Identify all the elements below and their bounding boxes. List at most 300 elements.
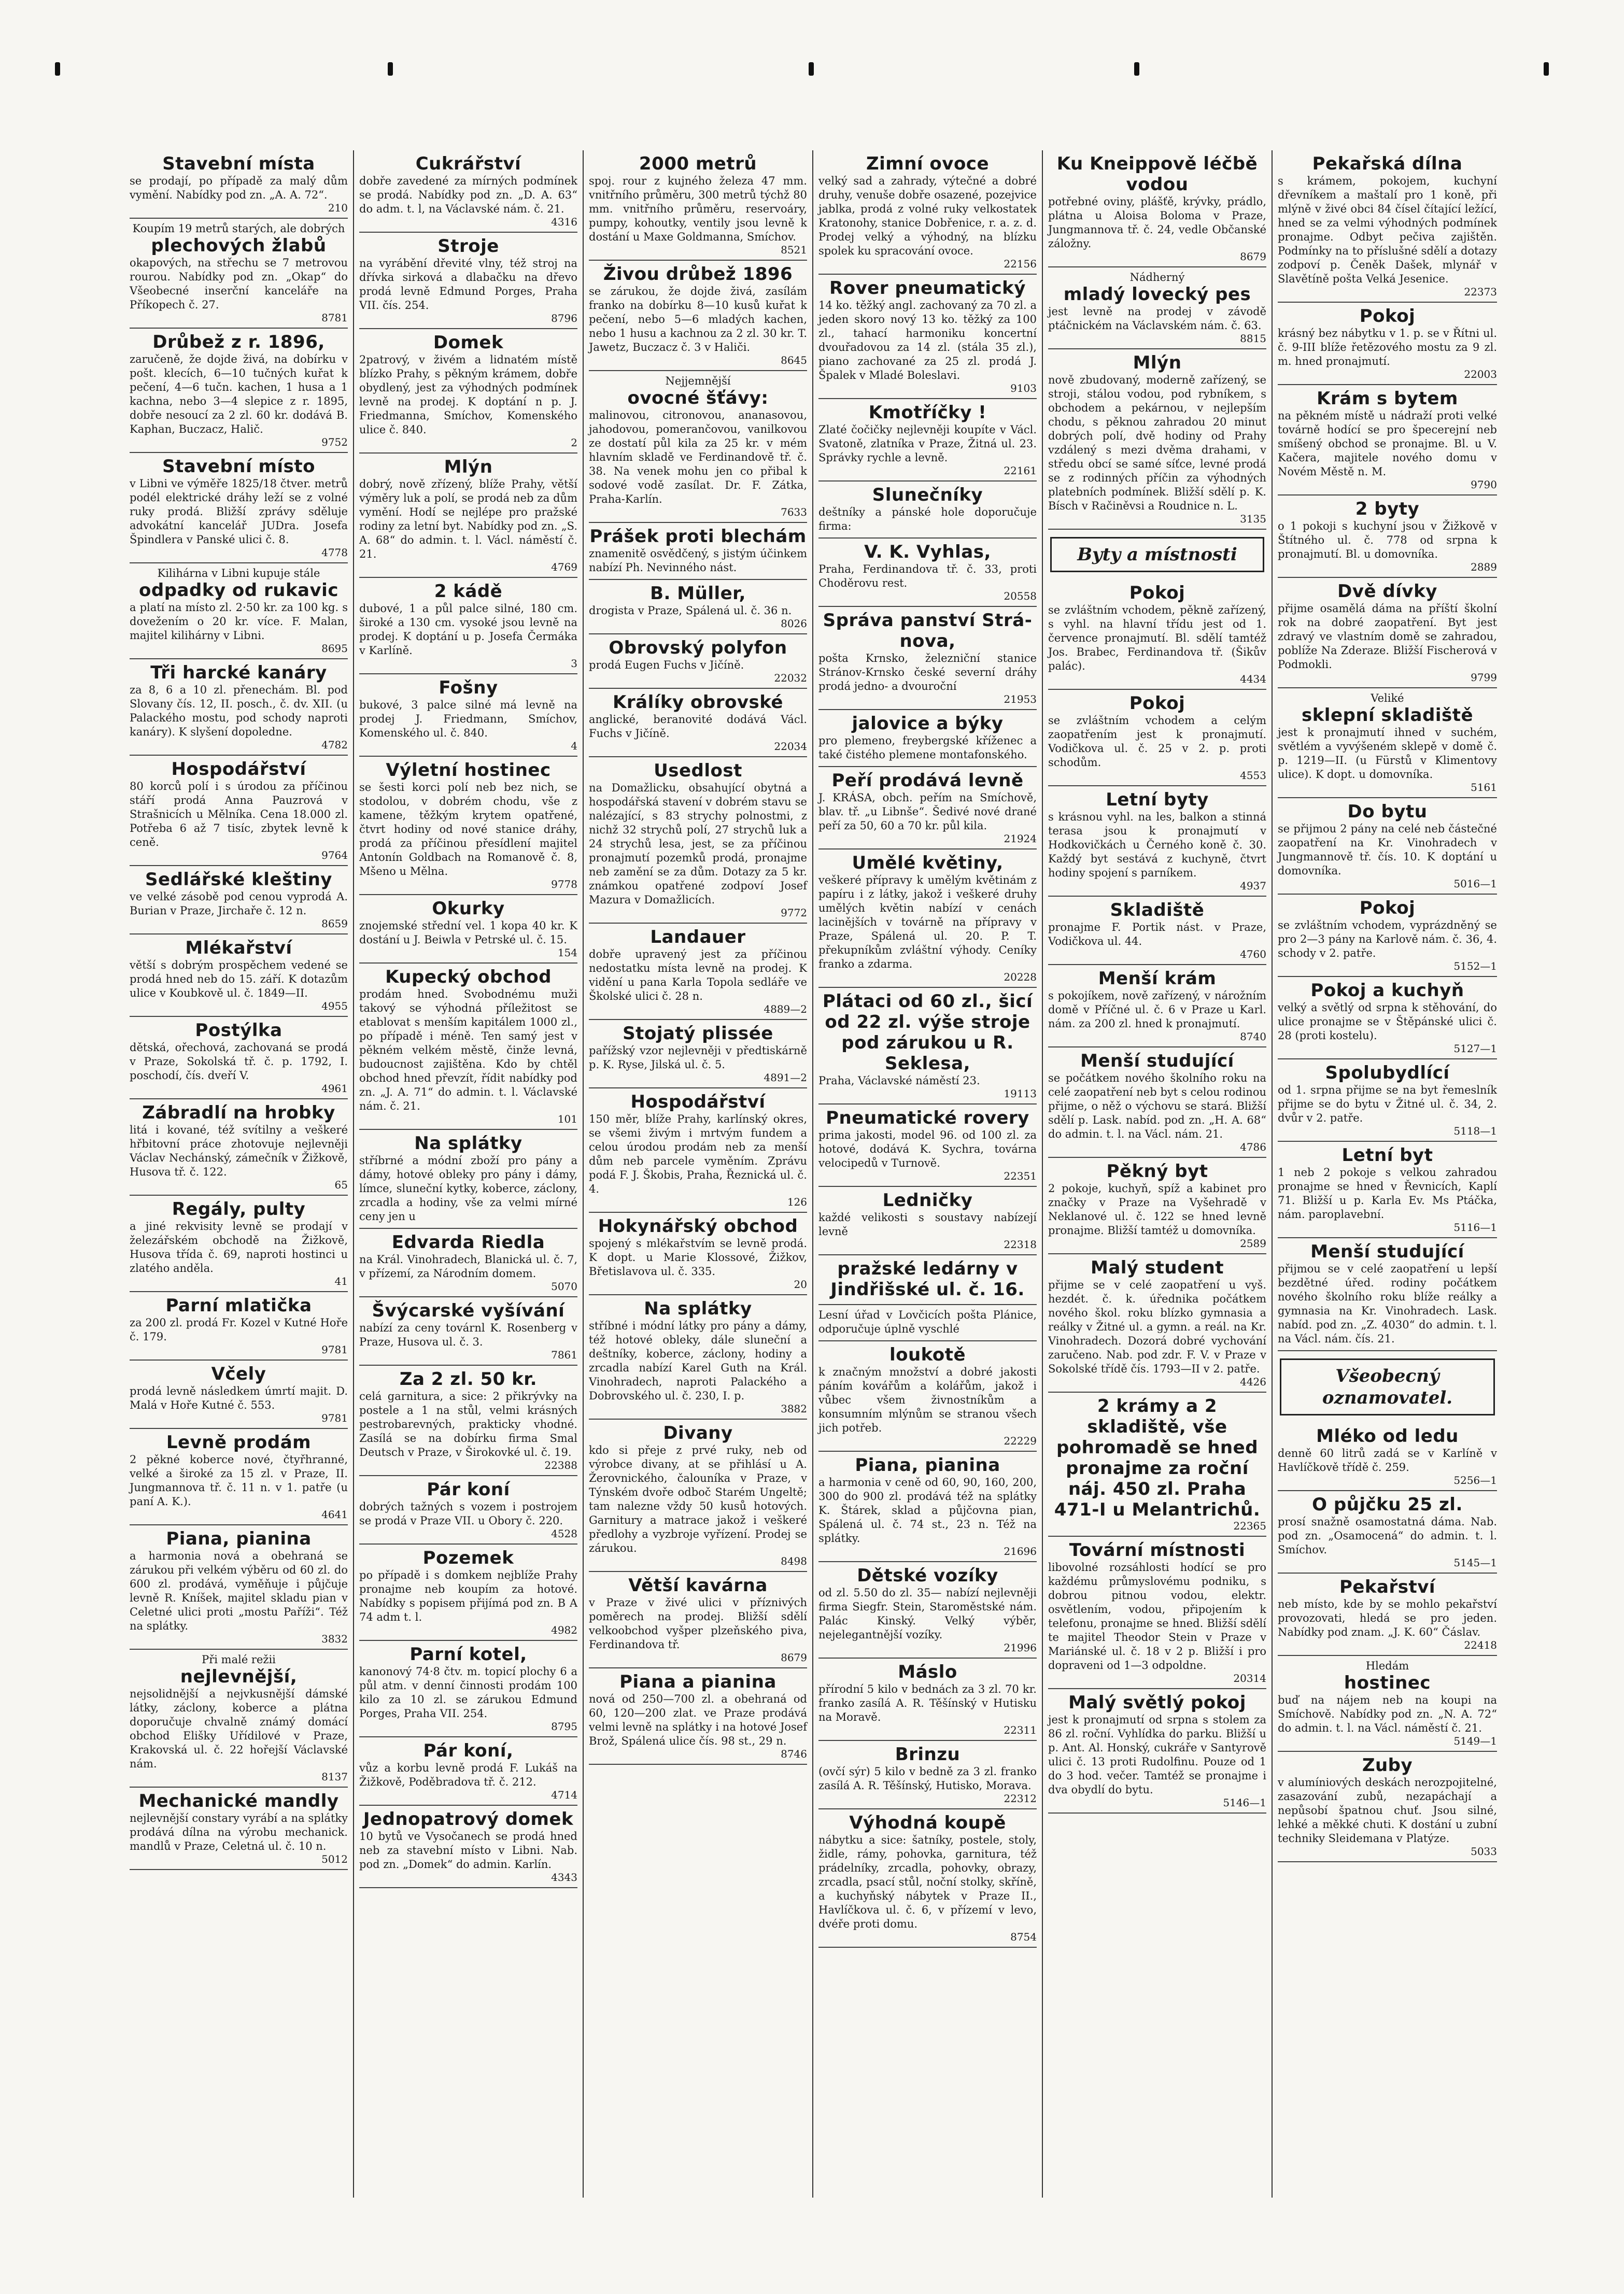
classified-ad bbox=[1278, 1574, 1497, 1656]
ad-headline: Na splátky bbox=[644, 1298, 752, 1319]
classified-ad bbox=[589, 634, 807, 689]
ad-text: a platí na místo zl. 2·50 kr. za 100 kg. s dovežením o 20 kr. více. F. Malan, majitel kilihárny v Libni. bbox=[130, 601, 348, 642]
classified-ad bbox=[359, 1545, 577, 1641]
classified-ad bbox=[589, 1020, 807, 1088]
classified-ad bbox=[589, 1668, 807, 1765]
ad-preline: Nádherný bbox=[1129, 271, 1185, 284]
ad-text: vůz a korbu levně prodá F. Lukáš na Žižkově, Poděbradova tř. č. 212. bbox=[359, 1762, 577, 1788]
classified-ad bbox=[818, 1562, 1037, 1659]
classified-ad bbox=[818, 1341, 1037, 1452]
classified-ad bbox=[818, 1809, 1037, 1948]
ad-text: neb místo, kde by se mohlo pekařství provozovati, hledá se pro jeden. Nabídky pod znam. „J. K. 60“ Čáslav. bbox=[1278, 1598, 1497, 1638]
classified-ad bbox=[130, 1429, 348, 1525]
ad-text: celá garnitura, a sice: 2 přikrývky na postele a 1 na stůl, velmi krásných pestrobarevných, prakticky vhodné. Zasílá se na dobírku firma Smal Deutsch v Praze, v Širokovké ul. č. 19. bbox=[359, 1390, 577, 1458]
ad-headline: Správa panství Strá-nova, bbox=[823, 610, 1033, 652]
ad-text: prodám hned. Svobodnému muži takový se výhodná příležitost se etablovat s menším kapitálem 1000 zl., po případě i méně. Ten samý jest v pěkném velkém městě, činže levná, budoucnost zajištěna. Kdo by chtěl obchod hned převzít, řídit nabídky pod zn. „J. A. 71“ do admin. t. l. Václavské nám. č. 21. bbox=[359, 988, 577, 1112]
ad-headline: Stavební místo bbox=[162, 456, 315, 477]
ad-preline: Při malé režii bbox=[202, 1653, 276, 1666]
classified-ad bbox=[130, 934, 348, 1017]
ad-number: 22318 bbox=[1004, 1238, 1037, 1251]
classified-ad bbox=[130, 1292, 348, 1361]
ad-number: 4528 bbox=[551, 1527, 577, 1540]
ad-text: dobře upravený jest za příčinou nedostatku místa levně na prodej. K vidění u pana Karla Topola sedláře ve Školské ulici č. 28 n. bbox=[589, 948, 807, 1002]
binding-mark bbox=[55, 62, 60, 76]
ad-text: stříbné i módní látky pro pány a dámy, též hotové obleky, dále sluneční a deštníky, koberce, záclony, hodiny a zrcadla nabízí Karel Guth na Král. Vinohradech, naproti Palackého a Dobrovského ul. č. 230, I. p. bbox=[589, 1320, 807, 1402]
ad-headline: Stavební místa bbox=[162, 153, 315, 174]
ad-number: 22351 bbox=[1004, 1170, 1037, 1182]
ad-text: prima jakosti, model 96. od 100 zl. za hotové, dodává K. Sychra, továrna velocipedů v Turnově. bbox=[818, 1129, 1037, 1169]
ad-headline: Pokoj bbox=[1359, 898, 1416, 918]
ad-headline: 2 kádě bbox=[434, 581, 503, 602]
ad-headline: Malý student bbox=[1091, 1257, 1224, 1278]
ad-text: zaručeně, že dojde živá, na dobírku v pošt. klecích, 6—10 tučných kuřat k pečení, 4—6 tučn. kachen, 1 husa a 1 kachna, nebo 3—4 slepice z r. 1895, dobře nesoucí za 2 zl. 60 kr. dodává B. Kaphan, Buczacz, Halič. bbox=[130, 353, 348, 435]
ad-headline: Levně prodám bbox=[166, 1432, 312, 1453]
ad-headline: Pokoj bbox=[1359, 306, 1416, 327]
classified-ad bbox=[818, 539, 1037, 607]
ad-number: 9752 bbox=[321, 436, 348, 448]
ad-text: kanonový 74·8 čtv. m. topicí plochy 6 a půl atm. v denní činnosti prodám 100 kilo za 10 zl. se zárukou Edmund Porges, Praha VII. 254. bbox=[359, 1665, 577, 1720]
ad-text: anglické, beranovité dodává Václ. Fuchs v Jičíně. bbox=[589, 713, 807, 740]
ad-headline: O půjčku 25 zl. bbox=[1312, 1494, 1463, 1515]
classified-ad bbox=[818, 767, 1037, 849]
ad-number: 4889—2 bbox=[764, 1003, 807, 1015]
ad-text: přijme osamělá dáma na příští školní rok na dobré zaopatření. Byt jest zdravý ve vlastním domě se zahradou, poblíže Na Zderaze. Bližší Fischerová v Podmokli. bbox=[1278, 602, 1497, 671]
ad-number: 8754 bbox=[1010, 1931, 1037, 1943]
ad-text: libovolné rozsáhlosti hodící se pro každému průmyslovému podniku, s dobrou pitnou vodou, elektr. osvětlením, vodou, připojením k telefonu, pronajme se hned. Bližší sdělí te majitel Theodor Stein v Praze v Mariánské ul. č. 18 v 2 p. Bližší i pro dopraveni od 1—3 odpoldne. bbox=[1048, 1561, 1266, 1672]
ad-number: 3135 bbox=[1240, 513, 1266, 525]
ad-text: potřebné oviny, plášťě, krývky, prádlo, plátna u Aloisa Boloma v Praze, Jungmannova tř. č. 24, vedle Občanské záložny. bbox=[1048, 195, 1266, 250]
ad-headline: Zimní ovoce bbox=[866, 153, 990, 174]
classified-ad bbox=[1048, 690, 1266, 786]
ad-headline: Hospodářství bbox=[630, 1092, 766, 1112]
ad-text: 80 korců polí i s úrodou za příčinou stáří prodá Anna Pauzrová v Strašnicích u Mělníka. Cena 18.000 zl. Potřeba 6 až 7 tisíc, zbytek levně k ceně. bbox=[130, 780, 348, 848]
ad-text: jest k pronajmutí ihned v suchém, světlém a vyvýšeném sklepě v domě č. p. 1219—II. (u Fürstů v Klimentovy ulice). K dopt. u domovníka. bbox=[1278, 726, 1497, 781]
ad-number: 5033 bbox=[1471, 1845, 1497, 1858]
ad-text: na Král. Vinohradech, Blanická ul. č. 7, v přízemí, za Národním domem. bbox=[359, 1253, 577, 1280]
ad-headline: Pěkný byt bbox=[1106, 1161, 1208, 1182]
classified-ad bbox=[589, 689, 807, 757]
ad-text: s krásnou vyhl. na les, balkon a stinná terasa jsou k pronajmutí v Hodkovičkách u Černého koně č. 30. Každý byt sestává z kuchyně, čtvrt hodiny spojení s parníkem. bbox=[1048, 811, 1266, 879]
classified-ad bbox=[818, 849, 1037, 988]
ad-headline: Mechanické mandly bbox=[138, 1791, 339, 1811]
classified-ad bbox=[130, 219, 348, 329]
ad-text: na Domažlicku, obsahující obytná a hospodářská stavení v dobrém stavu se nalézající, s 83 strychy polnostmi, z nichž 32 strychů polí, 27 strychů luk a 24 strychů lesa, jest, se za příčinou pronajmutí pozemků prodá, pronajme neb zamění se za dům. Dotazy za 5 kr. známkou opatřené zodpoví Josef Mazura v Domažlicích. bbox=[589, 782, 807, 906]
ad-text: se zárukou, že dojde živá, zasílám franko na dobírku 8—10 kusů kuřat k pečení, nebo 5—6 mladých kachen, nebo 1 husu a kachnou za 2 zl. 30 kr. T. Jawetz, Buczacz č. 3 v Haliči. bbox=[589, 285, 807, 353]
classified-ad bbox=[1278, 150, 1497, 303]
classified-ad bbox=[1048, 897, 1266, 965]
ad-number: 22156 bbox=[1004, 258, 1037, 270]
ad-number: 3832 bbox=[321, 1633, 348, 1645]
ad-number: 101 bbox=[557, 1113, 577, 1125]
ad-text: se počátkem nového školního roku na celé zaopatření neb byt s celou rodinou přijme, o něž o výchovu se stará. Bližší sdělí p. Lask. nabíd. pod zn. „H. A. 68“ do admin. t. l. na Václ. nám. 21. bbox=[1048, 1072, 1266, 1140]
ad-number: 4778 bbox=[321, 546, 348, 559]
classified-ad bbox=[1048, 786, 1266, 897]
ad-number: 5149—1 bbox=[1453, 1735, 1497, 1747]
ad-headline: Piana, pianina bbox=[166, 1528, 312, 1549]
ad-text: se zvláštním vchodem a celým zaopatřením jest k pronajmutí. Vodičkova ul. č. 25 v 2. p. proti schodům. bbox=[1048, 714, 1266, 769]
ad-number: 4 bbox=[571, 740, 577, 752]
ad-number: 5145—1 bbox=[1453, 1556, 1497, 1569]
ad-text: J. KRÁSA, obch. peřím na Smíchově, blav. tř. „u Libnše“. Šedivé nové drané peří za 50, 60 a 70 kr. půl kila. bbox=[818, 791, 1037, 832]
classified-ad bbox=[130, 1361, 348, 1429]
classified-ad bbox=[589, 1213, 807, 1295]
ad-text: nabízí za ceny továrnl K. Rosenberg v Praze, Husova ul. č. 3. bbox=[359, 1322, 577, 1348]
column-6 bbox=[1273, 150, 1502, 2198]
classified-ad bbox=[359, 1366, 577, 1476]
ad-text: větší s dobrým prospěchem vedené se prodá hned neb do 15. září. K dotazům ulice v Koubkově ul. č. 1849—II. bbox=[130, 959, 348, 999]
ad-text: se prodají, po případě za malý dům vymění. Nabídky pod zn. „A. A. 72“. bbox=[130, 175, 348, 201]
ad-text: nábytku a sice: šatníky, postele, stoly, židle, rámy, pohovka, garnitura, též prádelníky, zrcadla, pohovky, obrazy, zrcadla, psací stůl, noční stolky, skříně, a kuchyňský nábytek v Praze II., Havlíčkova ul. č. 6, v přízemí v levo, dvéře proti domu. bbox=[818, 1834, 1037, 1930]
classified-ad bbox=[130, 866, 348, 934]
classified-ad bbox=[130, 150, 348, 219]
classified-ad bbox=[359, 1806, 577, 1888]
ad-headline: nejlevnější, bbox=[180, 1666, 298, 1687]
ad-preline: Kilihárna v Libni kupuje stále bbox=[157, 567, 320, 579]
ad-headline: Usedlost bbox=[654, 760, 742, 781]
classified-ad bbox=[818, 150, 1037, 275]
ad-headline: Mléko od ledu bbox=[1316, 1426, 1459, 1447]
ad-text: 1 neb 2 pokoje s velkou zahradou pronajme se hned v Řevnicích, Kaplí 71. Bližší u p. Karla Ev. Ms Ptáčka, nám. paroplavební. bbox=[1278, 1166, 1497, 1221]
ad-text: nejlevnější constary vyrábí a na splátky prodává dílna na výrobu mechanick. mandlů v Praze, Celetná ul. č. 10 n. bbox=[130, 1812, 348, 1852]
ad-number: 22032 bbox=[774, 672, 807, 684]
ad-number: 4786 bbox=[1240, 1141, 1266, 1153]
ad-number: 9764 bbox=[321, 849, 348, 861]
ad-number: 8521 bbox=[781, 244, 807, 256]
ad-text: jest levně na prodej v závodě ptáčnickém na Václavském nám. č. 63. bbox=[1048, 305, 1266, 332]
ad-number: 5127—1 bbox=[1453, 1042, 1497, 1055]
ad-number: 20 bbox=[794, 1278, 807, 1291]
ad-headline: Slunečníky bbox=[872, 485, 983, 505]
ad-text: deštníky a pánské hole doporučuje firma: bbox=[818, 506, 1037, 532]
ad-headline: Ku Kneippově léčbě vodou bbox=[1056, 153, 1258, 195]
ad-number: 22034 bbox=[774, 740, 807, 753]
ad-headline: 2 byty bbox=[1355, 499, 1420, 519]
classified-ad bbox=[130, 1650, 348, 1788]
ad-text: veškeré přípravy k umělým květinám z papíru i z látky, jakož i veškeré druhy umělých květin nabízí v cenách lacinějších v továrně na přípravy v Praze, Spálená ul. 20. P. T. překupníkům zvláštní výhody. Ceníky franko a zdarma. bbox=[818, 874, 1037, 970]
ad-text: okapových, na střechu se 7 metrovou rourou. Nabídky pod zn. „Okap“ do Všeobecné inserční kanceláře na Příkopech č. 27. bbox=[130, 257, 348, 311]
classified-ad bbox=[589, 1572, 807, 1668]
classified-ad bbox=[359, 895, 577, 964]
ad-text: kdo si přeje z prvé ruky, neb od výrobce divany, at se přihlásí u A. Žerovnického, čalouníka v Praze, v Týnském dvoře odboč Starém Ungeltě; tam nalezne vždy 50 kusů hotových. Garnitury a matrace jakož i veškeré předlohy a vyzbroje vyřízení. Prodej se zárukou. bbox=[589, 1444, 807, 1554]
ad-headline: Dětské vozíky bbox=[857, 1565, 998, 1586]
classified-columns bbox=[124, 150, 1503, 2198]
ad-text: 150 měr, blíže Prahy, karlínský okres, se všemi živým i mrtvým fundem a celou úrodou prodám neb za menší dům neb parcele vyměním. Zprávu podá F. J. Škobis, Praha, Řeznická ul. č. 4. bbox=[589, 1113, 807, 1195]
ad-text: přírodní 5 kilo v bednách za 3 zl. 70 kr. franko zasílá A. R. Těšínský v Hutisku na Moravě. bbox=[818, 1683, 1037, 1723]
ad-text: buď na nájem neb na koupi na Smíchově. Nabídky pod zn. „N. A. 72“ do admin. t. l. na Václ. náměstí č. 21. bbox=[1278, 1694, 1497, 1734]
ad-text: přijmou se v celé zaopatření u lepší bezdětné úřed. rodiny počátkem nového školního roku blíže reálky a gymnasia na Kr. Vinohradech. Lask. nabíd. pod zn. „Z. 4030“ do admin. t. l. na Václ. nám. čís. 21. bbox=[1278, 1263, 1497, 1345]
ad-preline: Veliké bbox=[1371, 692, 1404, 704]
classified-ad bbox=[589, 1295, 807, 1420]
ad-number: 21696 bbox=[1004, 1545, 1037, 1557]
ad-text: dětská, ořechová, zachovaná se prodá v Praze, Sokolská tř. č. p. 1792, I. poschodí, čís. dveří V. bbox=[130, 1041, 348, 1082]
ad-headline: Do bytu bbox=[1347, 801, 1428, 822]
ad-text: Praha, Ferdinandova tř. č. 33, proti Choděrovu rest. bbox=[818, 563, 1037, 589]
ad-number: 22003 bbox=[1464, 368, 1497, 380]
ad-number: 9778 bbox=[551, 878, 577, 890]
classified-ad bbox=[818, 1659, 1037, 1741]
ad-number: 4955 bbox=[321, 1000, 348, 1012]
ad-number: 41 bbox=[334, 1275, 348, 1287]
ad-headline: Landauer bbox=[650, 927, 746, 947]
ad-headline: Menší studující bbox=[1080, 1051, 1234, 1071]
classified-ad bbox=[589, 924, 807, 1020]
ad-text: drogista v Praze, Spálená ul. č. 36 n. bbox=[589, 604, 792, 617]
ad-headline: Malý světlý pokoj bbox=[1068, 1692, 1246, 1713]
ad-headline: Kupecký obchod bbox=[385, 967, 552, 987]
classified-ad bbox=[1278, 895, 1497, 977]
classified-ad bbox=[1048, 1047, 1266, 1158]
ad-number: 22373 bbox=[1464, 286, 1497, 298]
classified-ad bbox=[1048, 1537, 1266, 1689]
ad-number: 22311 bbox=[1004, 1724, 1037, 1736]
ad-headline: Okurky bbox=[432, 898, 505, 919]
ad-number: 154 bbox=[557, 946, 577, 959]
classified-ad bbox=[1048, 1254, 1266, 1393]
ad-number: 4891—2 bbox=[764, 1071, 807, 1084]
ad-text: 2 pokoje, kuchyň, spíž a kabinet pro značky v Praze na Vyšehradě v Neklanové ul. č. 122 se hned levně pronajme. Bližší tamtéž u domovníka. bbox=[1048, 1182, 1266, 1237]
ad-text: prodá levně následkem úmrtí majit. D. Malá v Hoře Kutné č. 553. bbox=[130, 1385, 348, 1411]
ad-number: 9790 bbox=[1471, 478, 1497, 491]
ad-text: stříbrné a módní zboží pro pány a dámy, hotové obleky pro pány i dámy, límce, sluneční kytky, koberce, záclony, zrcadla a hodiny, vše za velmi mírné ceny jen u bbox=[359, 1154, 577, 1223]
ad-number: 8645 bbox=[781, 354, 807, 366]
ad-headline: Dvě dívky bbox=[1337, 581, 1437, 602]
ad-text: malinovou, citronovou, ananasovou, jahodovou, pomerančovou, vanilkovou ze dostatí půl kila za 25 kr. v mém hlavním skladě ve Ferdinandově tř. č. 38. Na venek mohu jen co přibal k sodové vodě zasílat. Dr. F. Zátka, Praha-Karlín. bbox=[589, 409, 807, 505]
ad-headline: Brinzu bbox=[895, 1744, 961, 1765]
ad-text: k značným množství a dobré jakosti páním kovářům a kolářům, jakož i vůbec všem živnostníkům a konsumním mlýnům se stranou všech jich potřeb. bbox=[818, 1366, 1037, 1434]
classified-ad bbox=[818, 1741, 1037, 1809]
ad-text: Lesní úřad v Lovčicích pošta Plánice, odporučuje úplně vyschlé bbox=[818, 1309, 1037, 1335]
ad-headline: B. Müller, bbox=[650, 583, 746, 604]
ad-text: každé velikosti s soustavy nabízejí levně bbox=[818, 1211, 1037, 1238]
ad-headline: Plátaci od 60 zl., šicí od 22 zl. výše stroje pod zárukou u R. Seklesa, bbox=[822, 991, 1033, 1074]
ad-text: nejsolidnější a nejvkusnější dámské látky, záclony, koberce a plátna doporučuje chvalně známý domácí obchod Elišky Uřídilové v Praze, Krakovská ul. č. 22 hořejší Václavské nám. bbox=[130, 1688, 348, 1770]
ad-number: 9772 bbox=[781, 907, 807, 919]
classified-ad bbox=[359, 964, 577, 1130]
ad-text: za 200 zl. prodá Fr. Kozel v Kutné Hoře č. 179. bbox=[130, 1316, 348, 1343]
ad-text: (ovčí sýr) 5 kilo v bedně za 3 zl. franko zasílá A. R. Těšínský, Hutisko, Morava. bbox=[818, 1765, 1037, 1792]
ad-headline: Domek bbox=[433, 332, 504, 353]
ad-text: pařížský vzor nejlevněji v předtiskárně p. K. Ryse, Jilská ul. č. 5. bbox=[589, 1044, 807, 1071]
ad-number: 8796 bbox=[551, 312, 577, 324]
ad-headline: Krám s bytem bbox=[1317, 388, 1458, 409]
ad-number: 9781 bbox=[321, 1412, 348, 1424]
binding-mark bbox=[1544, 62, 1549, 76]
ad-number: 20314 bbox=[1233, 1672, 1266, 1684]
ad-headline: Výletní hostinec bbox=[386, 760, 551, 781]
ad-text: velký sad a zahrady, výtečné a dobré druhy, venuše dobře osazené, pozejvice jablka, prodá z volné ruky velkostatek Kratonohy, stanice Dobřenice, r. a. z. d. Prodej velký a výhodný, na blízku spolek ku spracování ovoce. bbox=[818, 175, 1037, 257]
ad-number: 8695 bbox=[321, 642, 348, 655]
ad-number: 7633 bbox=[781, 506, 807, 518]
ad-headline: ovocné šťávy: bbox=[627, 388, 769, 408]
ad-text: dobře zavedené za mírných podmínek se prodá. Nabídky pod zn. „D. A. 63“ do adm. t. l, na Václavské nám. č. 21. bbox=[359, 175, 577, 215]
ad-number: 8659 bbox=[321, 917, 348, 930]
classified-ad bbox=[359, 757, 577, 895]
ad-text: Zlaté čočičky nejlevněji koupíte v Václ. Svatoně, zlatníka v Praze, Žitná ul. 23. Správky rychle a levně. bbox=[818, 423, 1037, 464]
ad-text: pro plemeno, freybergské kříženec a také čistého plemene montafonského. bbox=[818, 734, 1037, 761]
classified-ad bbox=[130, 1196, 348, 1292]
ad-headline: jalovice a býky bbox=[852, 713, 1004, 734]
ad-headline: Tovární místnosti bbox=[1069, 1540, 1246, 1561]
classified-ad bbox=[818, 607, 1037, 710]
classified-ad bbox=[359, 454, 577, 578]
column-3 bbox=[584, 150, 813, 2198]
ad-number: 19113 bbox=[1004, 1087, 1037, 1100]
classified-ad bbox=[1048, 1158, 1266, 1254]
ad-headline: Postýlka bbox=[195, 1020, 283, 1041]
ad-number: 22161 bbox=[1004, 464, 1037, 477]
ad-number: 8815 bbox=[1240, 332, 1266, 345]
ad-number: 5256—1 bbox=[1453, 1474, 1497, 1486]
ad-text: dobrých tažných s vozem i postrojem se prodá v Praze VII. u Obory č. 220. bbox=[359, 1500, 577, 1527]
ad-number: 5116—1 bbox=[1453, 1221, 1497, 1234]
ad-number: 8746 bbox=[781, 1748, 807, 1760]
classified-ad bbox=[130, 563, 348, 659]
ad-text: prosí snažně osamostatná dáma. Nab. pod zn. „Osamocená“ do admin. t. l. Smíchov. bbox=[1278, 1516, 1497, 1556]
classified-ad bbox=[818, 1305, 1037, 1341]
ad-number: 4937 bbox=[1240, 880, 1266, 892]
classified-ad bbox=[1278, 1423, 1497, 1491]
ad-number: 22312 bbox=[1004, 1792, 1037, 1805]
ad-number: 22388 bbox=[544, 1459, 577, 1471]
ad-number: 21924 bbox=[1004, 832, 1037, 845]
ad-text: na pěkném místě u nádraží proti velké továrně hodící se pro špecerejní neb smíšený obchod se pronajme. Bl. u V. Kačera, majitele nového domu v Novém Městě n. M. bbox=[1278, 409, 1497, 478]
ad-headline: Zuby bbox=[1362, 1755, 1413, 1776]
classified-ad bbox=[589, 757, 807, 924]
ad-number: 8026 bbox=[781, 617, 807, 630]
classified-ad bbox=[1278, 385, 1497, 495]
ad-headline: Včely bbox=[211, 1364, 266, 1384]
ad-headline: Letní byty bbox=[1106, 789, 1209, 810]
ad-headline: Na splátky bbox=[414, 1133, 522, 1154]
ad-headline: Švýcarské vyšívání bbox=[372, 1300, 565, 1321]
ad-headline: Stojatý plissée bbox=[623, 1023, 773, 1044]
ad-headline: Tři harcké kanáry bbox=[150, 662, 327, 683]
ad-preline: Koupím 19 metrů starých, ale dobrých bbox=[132, 222, 345, 235]
classified-ad bbox=[359, 329, 577, 454]
ad-number: 9781 bbox=[321, 1343, 348, 1356]
ad-headline: sklepní skladiště bbox=[1301, 705, 1474, 726]
ad-headline: Mlýn bbox=[444, 457, 493, 477]
classified-ad bbox=[359, 233, 577, 329]
ad-text: s pokojíkem, nově zařízený, v nárožním domě v Příčné ul. č. 6 v Praze u Karl. nám. za 200 zl. hned k pronajmutí. bbox=[1048, 989, 1266, 1030]
ad-headline: Regály, pulty bbox=[172, 1199, 306, 1220]
ad-text: litá i kované, též svítilny a veškeré hřbitovní práce zhotovuje nejlevněji Václav Nechánský, zámečník v Žižkově, Husova tř. č. 122. bbox=[130, 1124, 348, 1178]
ad-text: o 1 pokoji s kuchyní jsou v Žižkově v Štítného ul. č. 778 od srpna k pronajmutí. Bl. u domovníka. bbox=[1278, 520, 1497, 560]
ad-text: po případě i s domkem nejblíže Prahy pronajme neb koupím za hotové. Nabídky s popisem přijímá pod zn. B A 74 adm t. l. bbox=[359, 1569, 577, 1623]
ad-text: pošta Krnsko, železniční stanice Stránov-Krnsko české severní dráhy prodá jedno- a dvouroční bbox=[818, 652, 1037, 692]
ad-headline: Skladiště bbox=[1110, 900, 1205, 921]
classified-ad bbox=[359, 1130, 577, 1229]
ad-text: znamenitě osvědčený, s jistým účinkem nabízí Ph. Nevinného nást. bbox=[589, 547, 807, 574]
ad-text: od 1. srpna přijme se na byt řemeslník přijme se do bytu v Žitné ul. č. 34, 2. dvůr v 2. patře. bbox=[1278, 1084, 1497, 1124]
ad-number: 4961 bbox=[321, 1082, 348, 1095]
ad-headline: Divany bbox=[663, 1423, 733, 1443]
classified-ad bbox=[1278, 303, 1497, 385]
ad-number: 126 bbox=[787, 1196, 807, 1208]
ad-text: v Praze v živé ulici v příznivých poměrech na prodej. Bližší sdělí velkoobchod vyšper plzeňského piva, Ferdinandova tř. bbox=[589, 1596, 807, 1651]
ad-headline: Pozemek bbox=[422, 1548, 514, 1568]
classified-ad bbox=[818, 1187, 1037, 1255]
ad-number: 5146—1 bbox=[1223, 1796, 1266, 1809]
classified-ad bbox=[1278, 1238, 1497, 1351]
ad-text: a harmonia v ceně od 60, 90, 160, 200, 300 do 900 zl. prodává též na splátky K. Štárek, sklad a půjčovna pian, Spálená ul. č. 74 st., 23 n. Též na splátky. bbox=[818, 1476, 1037, 1545]
ad-headline: V. K. Vyhlas, bbox=[864, 542, 991, 562]
ad-number: 8781 bbox=[321, 311, 348, 324]
ad-number: 21953 bbox=[1004, 693, 1037, 705]
ad-text: s krámem, pokojem, kuchyní dřevníkem a maštalí pro 1 koně, při mlýně v živé obci 84 čísel čítající ležící, hned se za velmi výhodných podmínek pronajme. Odbyt pečiva zajištěn. Podmínky na to příslušné sdělí a dotazy zodpoví p. Čeněk Dašek, mlynář v Slavětíně pošta Velká Jesenice. bbox=[1278, 175, 1497, 285]
ad-text: denně 60 litrů zadá se v Karlíně v Havlíčkově třídě č. 259. bbox=[1278, 1447, 1497, 1474]
ad-number: 2589 bbox=[1240, 1237, 1266, 1250]
ad-number: 9799 bbox=[1471, 671, 1497, 684]
ad-text: 2 pěkné koberce nové, čtyřhranné, velké a široké za 15 zl. v Praze, II. Jungmannova tř. č. 11 n. v 1. patře (u paní A. K.). bbox=[130, 1453, 348, 1508]
ad-text: 14 ko. těžký angl. zachovaný za 70 zl. a jeden skoro nový 13 ko. těžký za 100 zl., tahací harmoniku koncertní dvouřadovou za 14 zl. (stála 35 zl.), piano zachované za 25 zl. prodá J. Špalek v Mladé Boleslavi. bbox=[818, 299, 1037, 381]
ad-headline: Prášek proti blechám bbox=[589, 526, 807, 547]
classified-ad bbox=[130, 756, 348, 866]
section-header-box: Všeobecný oznamovatel. bbox=[1280, 1358, 1495, 1415]
binding-mark bbox=[388, 62, 393, 76]
ad-headline: Kmotříčky ! bbox=[868, 402, 987, 423]
ad-text: spoj. rour z kujného železa 47 mm. vnitřního průměru, 300 metrů týchž 80 mm. vnitřního průměru, reservoáry, pumpy, kohoutky, ventily jsou levně k dostání u Maxe Goldmanna, Smíchov. bbox=[589, 175, 807, 243]
classified-ad bbox=[1048, 1393, 1266, 1537]
binding-mark bbox=[809, 62, 814, 76]
ad-headline: 2000 metrů bbox=[639, 153, 757, 174]
classified-ad bbox=[1048, 1689, 1266, 1814]
ad-headline: Parní mlatička bbox=[165, 1295, 312, 1316]
ad-preline: Nejjemnější bbox=[665, 375, 731, 387]
ad-text: se šesti korci polí neb bez nich, se stodolou, v dobrém chodu, vše z kamene, těžkým krytem opatřené, čtvrt hodiny od nové stanice dráhy, prodá za příčinou přesídlení majitel Antonín Goldbach na Romanově č. 8, Mšeno u Mělna. bbox=[359, 781, 577, 877]
ad-headline: Pár koní, bbox=[423, 1740, 514, 1761]
ad-number: 65 bbox=[334, 1179, 348, 1191]
ad-headline: mladý lovecký pes bbox=[1063, 284, 1251, 305]
ad-text: ve velké zásobě pod cenou vyprodá A. Burian v Praze, Jirchaře č. 12 n. bbox=[130, 890, 348, 917]
ad-number: 5118—1 bbox=[1453, 1125, 1497, 1137]
ad-text: nová od 250—700 zl. a obehraná od 60, 120—200 zlat. ve Praze prodává velmi levně na splátky i na hotové Josef Brož, Spálená ulice čís. 98 st., 29 n. bbox=[589, 1693, 807, 1747]
ad-number: 8137 bbox=[321, 1771, 348, 1783]
classified-ad bbox=[1048, 965, 1266, 1047]
ad-number: 8795 bbox=[551, 1720, 577, 1733]
ad-headline: Pár koní bbox=[427, 1479, 510, 1500]
ad-number: 4641 bbox=[321, 1508, 348, 1521]
classified-ad bbox=[359, 1641, 577, 1737]
ad-text: za 8, 6 a 10 zl. přenechám. Bl. pod Slovany čís. 12, II. posch., č. dv. XII. (u Palackého mostu, pod schody naproti kanáry). K slyšení dopoledne. bbox=[130, 684, 348, 738]
classified-ad bbox=[589, 580, 807, 634]
ad-number: 20228 bbox=[1004, 971, 1037, 983]
ad-number: 5070 bbox=[551, 1280, 577, 1293]
ad-headline: Živou drůbež 1896 bbox=[603, 264, 793, 285]
ad-headline: Mlýn bbox=[1133, 352, 1182, 373]
classified-ad bbox=[359, 674, 577, 757]
ad-headline: hostinec bbox=[1344, 1673, 1431, 1693]
ad-headline: Za 2 zl. 50 kr. bbox=[399, 1369, 538, 1390]
ad-headline: Pekařská dílna bbox=[1312, 153, 1463, 174]
classified-ad bbox=[130, 453, 348, 563]
ad-headline: Drůbež z r. 1896, bbox=[152, 332, 325, 352]
classified-ad bbox=[589, 261, 807, 371]
ad-headline: Pekařství bbox=[1339, 1577, 1436, 1597]
classified-ad bbox=[1278, 1752, 1497, 1862]
binding-mark bbox=[1134, 62, 1139, 76]
ad-headline: Větší kavárna bbox=[628, 1575, 768, 1596]
classified-ad bbox=[589, 1420, 807, 1572]
column-4 bbox=[813, 150, 1043, 2198]
ad-headline: Spolubydlící bbox=[1325, 1063, 1450, 1083]
ad-number: 22365 bbox=[1233, 1520, 1266, 1532]
ad-number: 8679 bbox=[1240, 250, 1266, 263]
classified-ad bbox=[1278, 1142, 1497, 1238]
ad-number: 4343 bbox=[551, 1871, 577, 1884]
ad-headline: loukotě bbox=[889, 1344, 966, 1365]
classified-ad bbox=[130, 329, 348, 453]
